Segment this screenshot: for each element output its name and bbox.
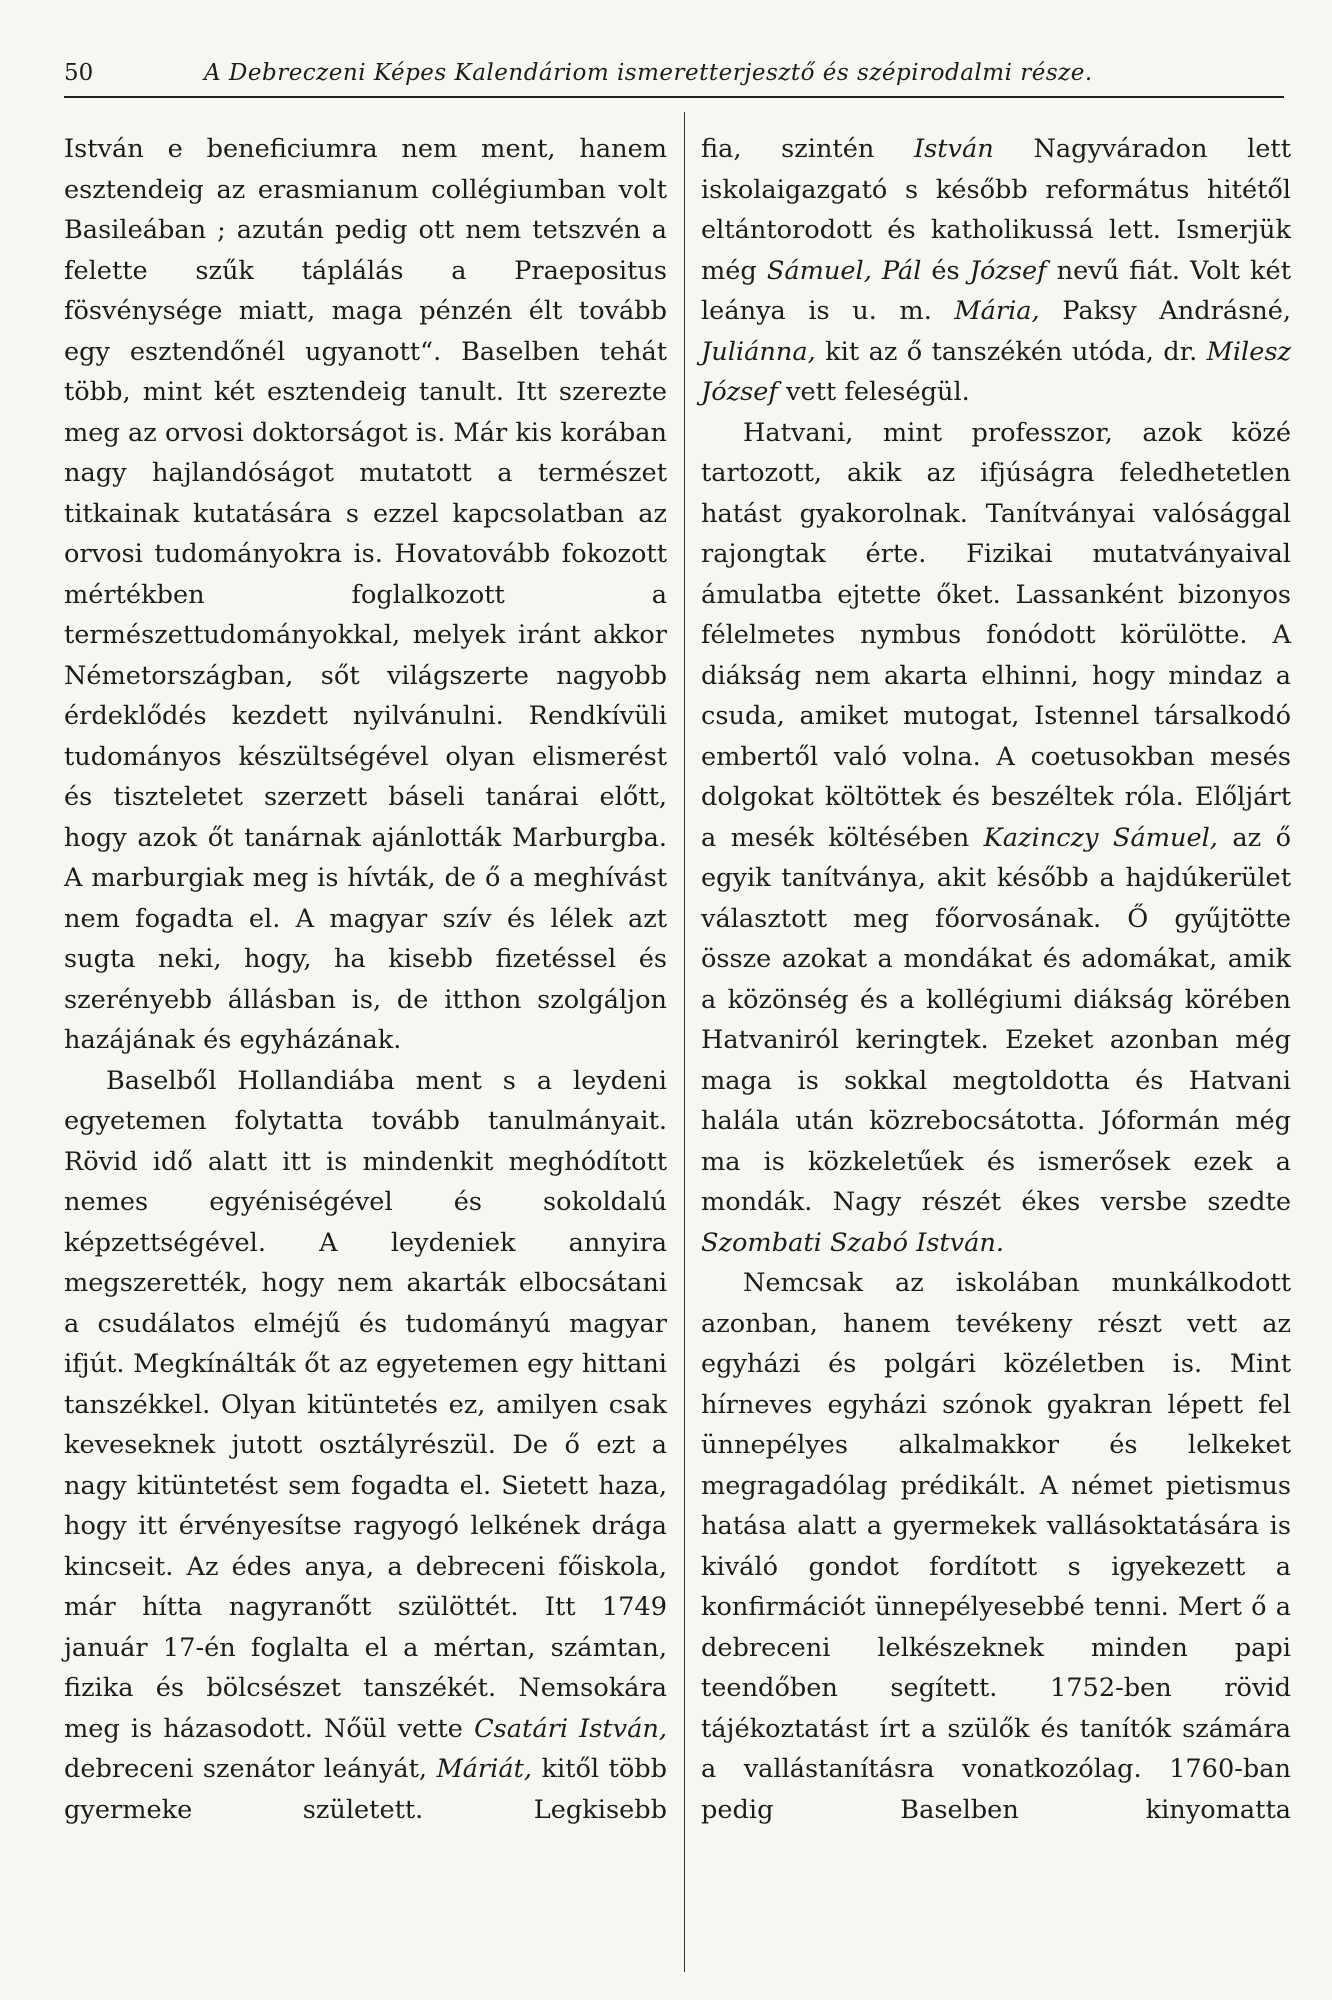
person-name: Kazinczy Sámuel, — [983, 822, 1218, 853]
paragraph-text: Paksy Andrásné, — [1039, 296, 1291, 326]
right-column — [701, 129, 1291, 1830]
paragraph-text: Baselből Hollandiába ment s a leydeni egyetemen folytatta tovább tanulmányait. Rövid idő alatt itt is mindenkit meghódított nemes egyéniségével és sokoldalú képzettségével. A leydeniek annyira megszerették, hogy nem akarták elbocsátani a csudálatos elméjű és tudományú magyar ifjút. Megkínálták őt az egyetemen egy hittani tanszékkel. Olyan kitüntetés ez, amilyen csak keveseknek jutott osztályrészül. De ő ezt a nagy kitüntetést sem fogadta el. Sietett haza, hogy itt érvényesítse ragyogó lelkének drága kincseit. Az édes anya, a debreceni főiskola, már hítta nagyranőtt szülöttét. Itt 1749 január 17-én foglalta el a mértan, számtan, fizika és bölcsészet tanszékét. Nemsokára meg is házasodott. Nőül vette — [64, 1065, 667, 1744]
paragraph — [701, 1263, 1291, 1830]
column-divider — [684, 112, 685, 1972]
person-name: Sámuel, Pál — [766, 255, 922, 286]
person-name: Milesz József — [701, 336, 1291, 407]
paragraph-text: és — [921, 255, 970, 286]
person-name: Mária, — [954, 296, 1040, 326]
person-name: István — [914, 134, 994, 164]
paragraph-text: Nagyváradon lett iskolaigazgató s később református hitétől eltántorodott és katholikussá lett. Ismerjük még — [701, 134, 1291, 286]
paragraph-text: debreceni szenátor leányát, — [64, 1754, 437, 1784]
running-title: A Debreczeni Képes Kalendáriom ismeretterjesztő és szépirodalmi része. — [204, 60, 1093, 86]
paragraph-text: nevű fiát. Volt két leánya is u. m. — [701, 255, 1291, 326]
paragraph-text: kit az ő tanszékén utóda, dr. — [815, 336, 1207, 367]
paragraph — [64, 129, 667, 1061]
paragraph-text: vett feleségül. — [777, 377, 970, 407]
left-column — [64, 129, 667, 1830]
page-number: 50 — [64, 60, 94, 86]
person-name: József — [969, 255, 1047, 286]
paragraph-text: az ő egyik tanítványa, akit később a hajdúkerület választott meg főorvosának. Ő gyűjtötte össze azokat a mondákat és adomákat, amik a közönség és a kollégiumi diákság körében Hatvaniról keringtek. Ezeket azonban még maga is sokkal megtoldotta és Hatvani halála után közrebocsátotta. Jóformán még ma is közkeletűek és ismerősek ezek a mondák. Nagy részét ékes versbe szedte — [701, 822, 1291, 1217]
paragraph-text: Nemcsak az iskolában munkálkodott azonban, hanem tevékeny részt vett az egyházi és polgári közéletben is. Mint hírneves egyházi szónok gyakran lépett fel ünnepélyes alkalmakkor és lelkeket megragadólag prédikált. A német pietismus hatása alatt a gyermekek vallásoktatására is kiváló gondot fordított s igyekezett a konfirmációt ünnepélyesebbé tenni. Mert ő a debreceni lelkészeknek minden papi teendőben segített. 1752-ben rövid tájékoztatást írt a szülők és tanítók számára a vallástanításra vonatkozólag. 1760-ban pedig Baselben kinyomatta — [701, 1268, 1291, 1825]
paragraph-text: kitől több gyermeke született. Legkisebb — [64, 1754, 667, 1825]
paragraph — [64, 1061, 667, 1831]
running-header — [64, 50, 1284, 98]
paragraph-text: István e beneficiumra nem ment, hanem esztendeig az erasmianum collégiumban volt Basileában ; azután pedig ott nem tetszvén a felette szűk táplálás a Praepositus fösvénysége miatt, maga pénzén élt tovább egy esztendőnél ugyanott“. Baselben tehát több, mint két esztendeig tanult. Itt szerezte meg az orvosi doktorságot is. Már kis korában nagy hajlandóságot mutatott a természet titkainak kutatására s ezzel kapcsolatban az orvosi tudományokra is. Hovatovább fokozott mértékben foglalkozott a természettudományokkal, melyek iránt akkor Németországban, sőt világszerte nagyobb érdeklődés kezdett nyilvánulni. Rendkívüli tudományos készültségével olyan elismerést és tiszteletet szerzett báseli tanárai előtt, hogy azok őt tanárnak ajánlották Marburgba. A marburgiak meg is hívták, de ő a meghívást nem fogadta el. A magyar szív és lélek azt sugta neki, hogy, ha kisebb fizetéssel és szerényebb állásban is, de itthon szolgáljon hazájának és egyházának. — [64, 134, 667, 1055]
paragraph-text: Hatvani, mint professzor, azok közé tartozott, akik az ifjúságra feledhetetlen hatást gyakorolnak. Tanítványai valósággal rajongtak érte. Fizikai mutatványaival ámulatba ejtette őket. Lassanként bizonyos félelmetes nymbus fonódott körülötte. A diákság nem akarta elhinni, hogy mindaz a csuda, amiket mutogat, Istennel társalkodó embertől való volna. A coetusokban mesés dolgokat költöttek és beszéltek róla. Előljárt a mesék költésében — [701, 417, 1291, 853]
person-name: Szombati Szabó István. — [701, 1227, 1005, 1258]
paragraph — [701, 129, 1291, 413]
person-name: Juliánna, — [701, 336, 816, 367]
person-name: Csatári István, — [474, 1713, 667, 1744]
paragraph — [701, 413, 1291, 1264]
paragraph-text: fia, szintén — [701, 134, 915, 164]
person-name: Máriát, — [436, 1754, 533, 1784]
